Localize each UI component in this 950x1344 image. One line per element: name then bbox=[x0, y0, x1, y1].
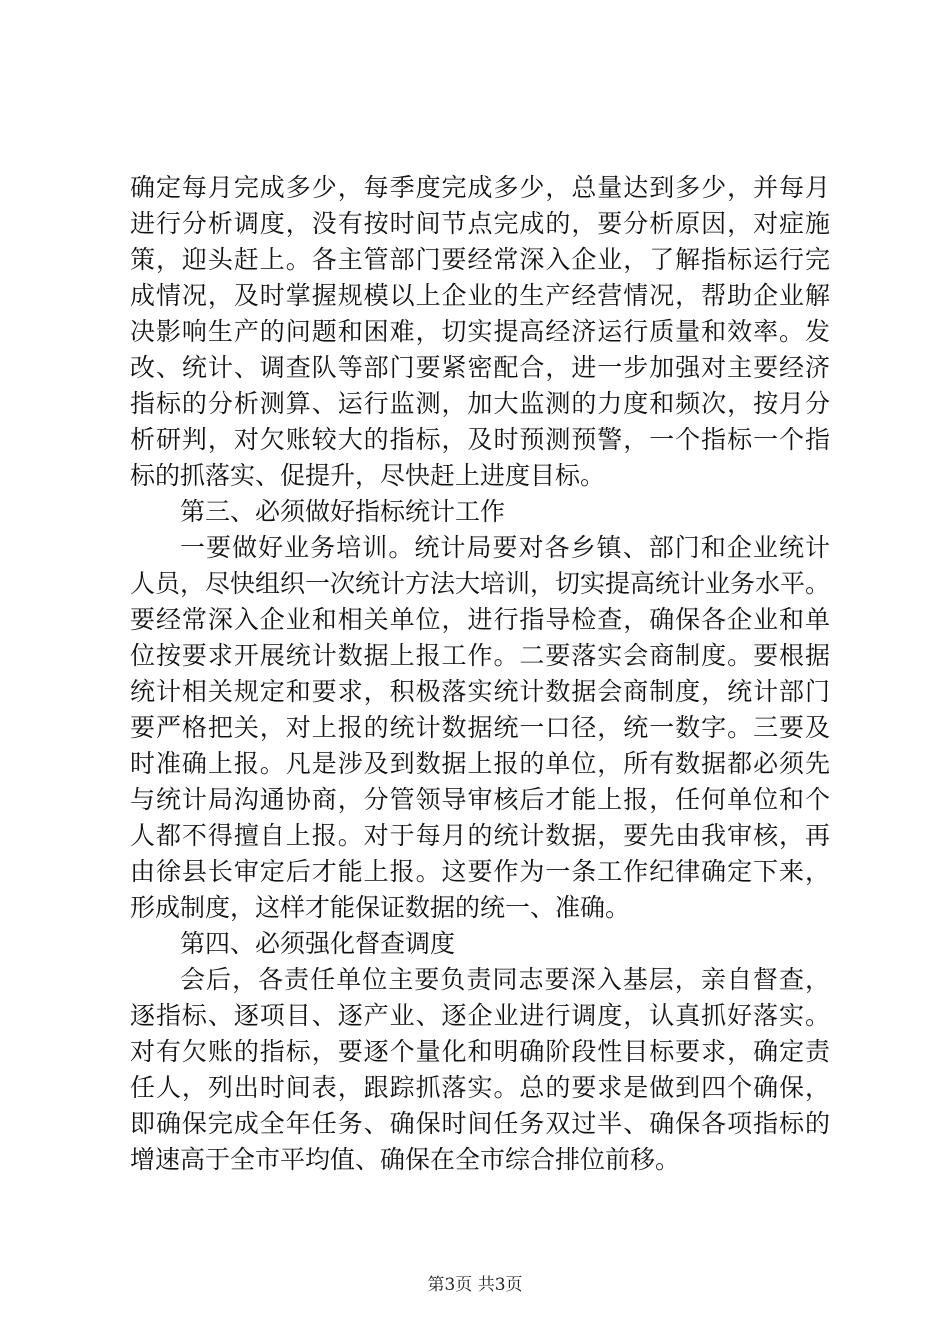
paragraph-line: 对有欠账的指标，要逐个量化和明确阶段性目标要求，确定责 bbox=[130, 1037, 830, 1066]
document-body bbox=[130, 170, 830, 1178]
section-heading: 第三、必须做好指标统计工作 bbox=[180, 497, 506, 526]
paragraph-line: 决影响生产的问题和困难，切实提高经济运行质量和效率。发 bbox=[130, 317, 830, 346]
paragraph-line: 人员，尽快组织一次统计方法大培训，切实提高统计业务水平。 bbox=[130, 569, 831, 598]
paragraph-line: 指标的分析测算、运行监测，加大监测的力度和频次，按月分 bbox=[130, 389, 830, 418]
paragraph-line: 确定每月完成多少，每季度完成多少，总量达到多少，并每月 bbox=[130, 173, 830, 202]
paragraph-line: 成情况，及时掌握规模以上企业的生产经营情况，帮助企业解 bbox=[130, 281, 830, 310]
paragraph-line: 要严格把关，对上报的统计数据统一口径，统一数字。三要及 bbox=[130, 713, 830, 742]
paragraph-line: 进行分析调度，没有按时间节点完成的，要分析原因，对症施 bbox=[130, 209, 830, 238]
paragraph-line: 由徐县长审定后才能上报。这要作为一条工作纪律确定下来， bbox=[130, 857, 830, 886]
page-number-footer: 第3页 共3页 bbox=[427, 1275, 523, 1295]
section-heading: 第四、必须强化督查调度 bbox=[180, 929, 456, 958]
paragraph-line: 形成制度，这样才能保证数据的统一、准确。 bbox=[130, 893, 631, 922]
paragraph-line: 即确保完成全年任务、确保时间任务双过半、确保各项指标的 bbox=[130, 1109, 830, 1138]
paragraph-line: 统计相关规定和要求，积极落实统计数据会商制度，统计部门 bbox=[130, 677, 830, 706]
paragraph-line: 任人，列出时间表，跟踪抓落实。总的要求是做到四个确保， bbox=[130, 1073, 830, 1102]
paragraph-line: 一要做好业务培训。统计局要对各乡镇、部门和企业统计 bbox=[180, 533, 830, 562]
paragraph-line: 析研判，对欠账较大的指标，及时预测预警，一个指标一个指 bbox=[130, 425, 830, 454]
paragraph-line: 与统计局沟通协商，分管领导审核后才能上报，任何单位和个 bbox=[130, 785, 830, 814]
paragraph-line: 增速高于全市平均值、确保在全市综合排位前移。 bbox=[130, 1145, 681, 1174]
paragraph-line: 标的抓落实、促提升，尽快赶上进度目标。 bbox=[130, 461, 606, 490]
paragraph-line: 会后，各责任单位主要负责同志要深入基层，亲自督查， bbox=[180, 965, 830, 994]
paragraph-line: 改、统计、调查队等部门要紧密配合，进一步加强对主要经济 bbox=[130, 353, 830, 382]
paragraph-line: 逐指标、逐项目、逐产业、逐企业进行调度，认真抓好落实。 bbox=[130, 1001, 830, 1030]
paragraph-line: 位按要求开展统计数据上报工作。二要落实会商制度。要根据 bbox=[130, 641, 830, 670]
paragraph-line: 要经常深入企业和相关单位，进行指导检查，确保各企业和单 bbox=[130, 605, 830, 634]
paragraph-line: 策，迎头赶上。各主管部门要经常深入企业，了解指标运行完 bbox=[130, 245, 830, 274]
paragraph-line: 人都不得擅自上报。对于每月的统计数据，要先由我审核，再 bbox=[130, 821, 830, 850]
paragraph-line: 时准确上报。凡是涉及到数据上报的单位，所有数据都必须先 bbox=[130, 749, 830, 778]
